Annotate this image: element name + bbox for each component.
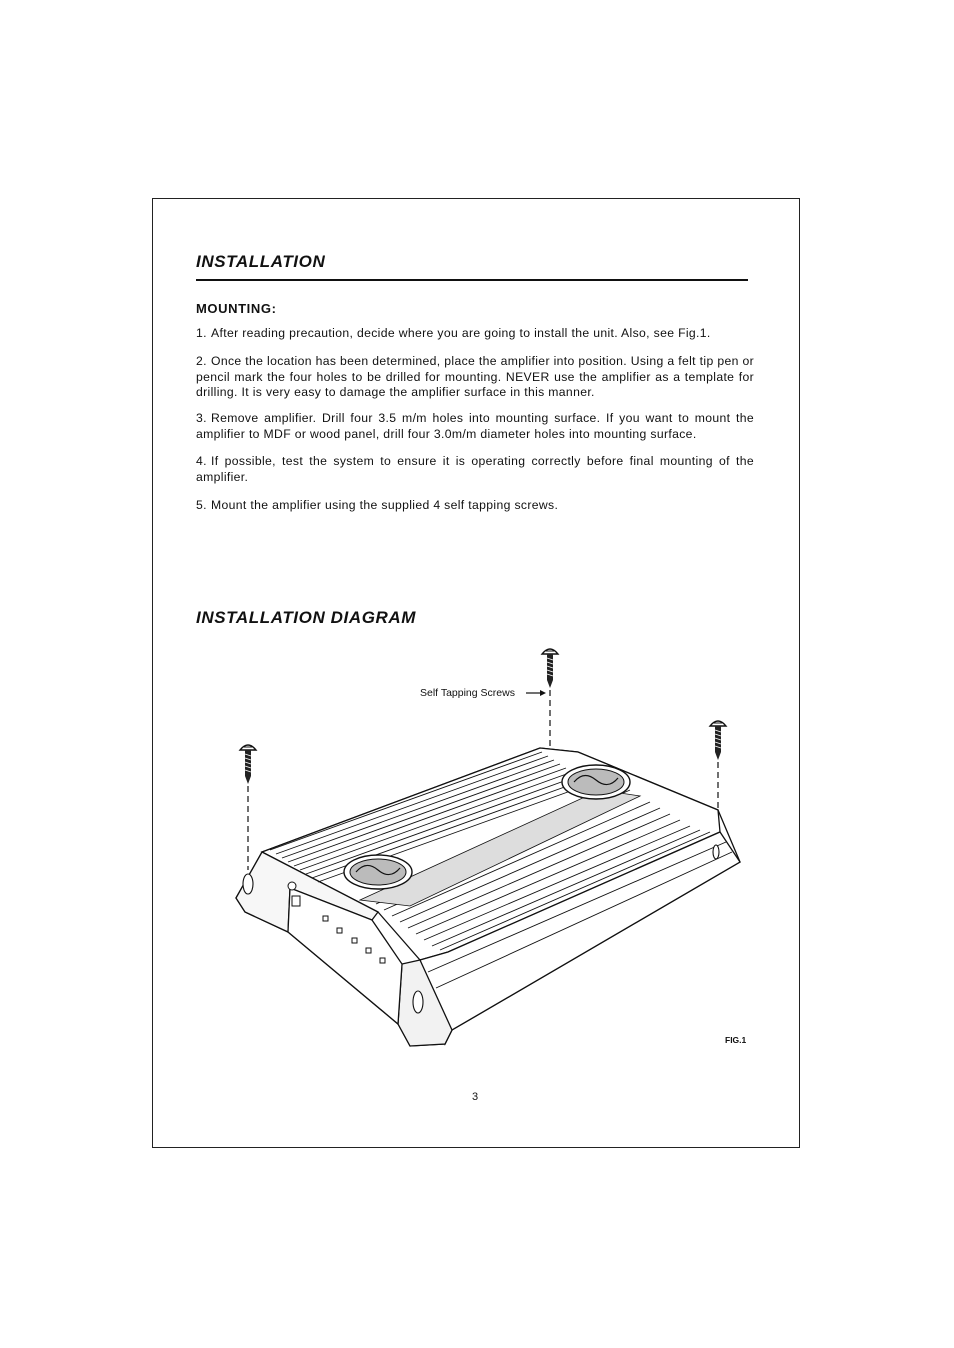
step-text: Remove amplifier. Drill four 3.5 m/m holes into mounting surface. If you want to mount the amplifier to MDF or wood panel, drill four 3.0m/m diameter holes into mounting surface. xyxy=(196,411,754,441)
step-number: 4. xyxy=(196,454,207,468)
step-text: Once the location has been determined, place the amplifier into position. Using a felt tip pen or pencil mark the four holes to be drilled for mounting. NEVER use the amplifier as a template for drilling. It is very easy to damage the amplifier surface in this manner. xyxy=(196,354,754,399)
amplifier-illustration xyxy=(236,748,740,1046)
section-heading: INSTALLATION xyxy=(196,252,326,271)
page-number: 3 xyxy=(472,1091,479,1103)
screw-icon xyxy=(240,745,256,784)
mounting-subheading: MOUNTING: xyxy=(196,301,277,316)
step-number: 3. xyxy=(196,411,207,425)
screw-icon xyxy=(710,721,726,760)
callout-arrow-icon xyxy=(526,690,546,696)
step-number: 2. xyxy=(196,354,207,368)
logo-plate-icon xyxy=(562,765,630,799)
diagram-heading: INSTALLATION DIAGRAM xyxy=(196,608,417,627)
step-number: 1. xyxy=(196,326,207,340)
step-number: 5. xyxy=(196,498,207,512)
step-text: After reading precaution, decide where you are going to install the unit. Also, see Fig.1. xyxy=(211,326,711,340)
step-text: Mount the amplifier using the supplied 4 self tapping screws. xyxy=(211,498,559,512)
screw-icon xyxy=(542,649,558,688)
logo-plate-icon xyxy=(344,855,412,889)
step-text: If possible, test the system to ensure it is operating correctly before final mounting of the amplifier. xyxy=(196,454,754,484)
figure-label: FIG.1 xyxy=(725,1035,747,1045)
callout-label: Self Tapping Screws xyxy=(420,687,515,699)
